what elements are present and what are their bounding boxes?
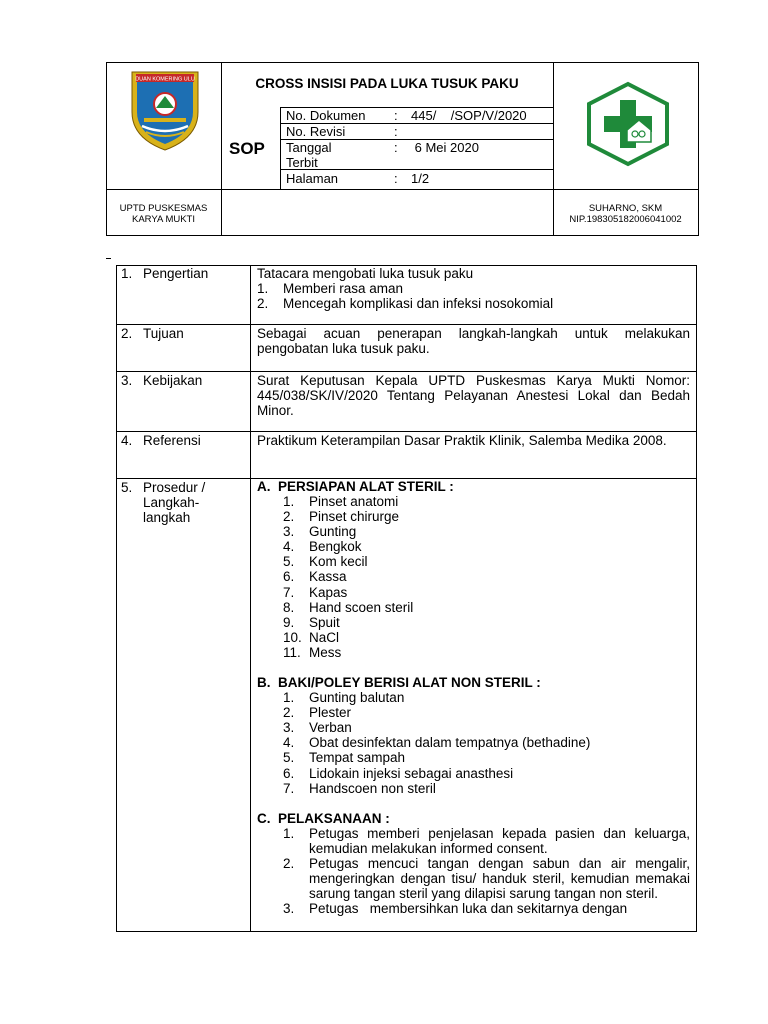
crest-banner-text: DUAN KOMERING ULU <box>135 76 195 83</box>
row-content: Surat Keputusan Kepala UPTD Puskesmas Karya Mukti Nomor: 445/038/SK/IV/2020 Tentang Pelayanan Anestesi Lokal dan Bedah Minor. <box>257 373 690 419</box>
meta-label-dokumen: No. Dokumen <box>286 108 366 123</box>
list-item: 1. Memberi rasa aman <box>257 281 404 297</box>
row-content <box>257 266 690 311</box>
meta-value-halaman: 1/2 <box>411 171 430 186</box>
sop-label: SOP <box>229 139 265 158</box>
list-item: 4. Bengkok <box>283 539 362 555</box>
sterile-tools-list <box>283 494 690 660</box>
list-item: 5. Tempat sampah <box>283 750 406 766</box>
list-item: 7. Handscoen non steril <box>283 780 436 796</box>
meta-sep-tanggal: : <box>394 140 398 155</box>
list-item: 7. Kapas <box>283 584 348 600</box>
list-item: 3. Gunting <box>283 524 357 540</box>
meta-value-dokumen: 445/ /SOP/V/2020 <box>411 108 527 123</box>
puskesmas-logo <box>583 80 673 168</box>
procedure-content <box>257 479 690 916</box>
document-title: CROSS INSISI PADA LUKA TUSUK PAKU <box>255 76 519 91</box>
meta-value-tanggal: 6 Mei 2020 <box>411 140 479 155</box>
page-mark <box>106 258 111 259</box>
list-item: 3. Petugas membersihkan luka dan sekitarnya dengan <box>283 901 628 917</box>
signer-name: SUHARNO, SKM <box>588 203 663 214</box>
section-heading-a: A. PERSIAPAN ALAT STERIL : <box>257 479 454 494</box>
procedure-steps-list <box>283 826 690 917</box>
row-number: 3. <box>121 373 133 388</box>
row-number: 1. <box>121 266 133 281</box>
row-label: Referensi <box>143 433 201 448</box>
row-label: Pengertian <box>143 266 209 281</box>
list-item: 1. Pinset anatomi <box>283 494 399 509</box>
list-item: 2. Pinset chirurge <box>283 509 400 525</box>
list-item: 2. Petugas mencuci tangan dengan sabun dan air mengalir, mengeringkan dengan tisu/ handuk steril, kemudian memakai sarung tangan steril yang dilapisi sarung tangan non steril. <box>283 855 690 902</box>
meta-sep-revisi: : <box>394 124 398 139</box>
list-item: 2. Plester <box>283 705 352 721</box>
row-content: Sebagai acuan penerapan langkah-langkah untuk melakukan pengobatan luka tusuk paku. <box>257 326 690 357</box>
list-item: 10. NaCl <box>283 629 340 645</box>
list-item: 1. Petugas memberi penjelasan kepada pasien dan keluarga, kemudian melakukan informed consent. <box>283 825 690 856</box>
list-item: 6. Lidokain injeksi sebagai anasthesi <box>283 765 514 781</box>
row-label: Tujuan <box>143 326 184 341</box>
row-label: Prosedur / Langkah- langkah <box>143 480 206 525</box>
list-item: 3. Verban <box>283 720 352 736</box>
list-item: 4. Obat desinfektan dalam tempatnya (bethadine) <box>283 735 591 751</box>
organization-name: UPTD PUSKESMAS KARYA MUKTI <box>119 203 208 225</box>
row-intro-text: Tatacara mengobati luka tusuk paku <box>257 266 474 281</box>
list-item: 6. Kassa <box>283 569 347 585</box>
list-item: 8. Hand scoen steril <box>283 599 414 615</box>
non-sterile-tools-list <box>283 690 690 796</box>
list-item: 1. Gunting balutan <box>283 690 405 706</box>
row-content: Praktikum Keterampilan Dasar Praktik Klinik, Salemba Medika 2008. <box>257 433 667 448</box>
list-item: 2. Mencegah komplikasi dan infeksi nosokomial <box>257 296 554 312</box>
regency-crest-logo <box>126 68 204 154</box>
meta-label-tanggal: Tanggal Terbit <box>286 140 332 170</box>
signer-nip: NIP.198305182006041002 <box>569 214 682 225</box>
row-number: 5. <box>121 480 133 495</box>
section-heading-c: C. PELAKSANAAN : <box>257 810 390 826</box>
row-label: Kebijakan <box>143 373 203 388</box>
section-heading-b: B. BAKI/POLEY BERISI ALAT NON STERIL : <box>257 675 541 691</box>
meta-sep-halaman: : <box>394 171 398 186</box>
meta-label-halaman: Halaman <box>286 171 339 186</box>
list-item: 9. Spuit <box>283 614 340 630</box>
row-number: 2. <box>121 326 133 341</box>
row-list <box>257 281 690 311</box>
list-item: 11. Mess <box>283 644 342 660</box>
meta-label-revisi: No. Revisi <box>286 124 346 139</box>
list-item: 5. Kom kecil <box>283 554 368 570</box>
meta-sep-dokumen: : <box>394 108 398 123</box>
row-number: 4. <box>121 433 133 448</box>
